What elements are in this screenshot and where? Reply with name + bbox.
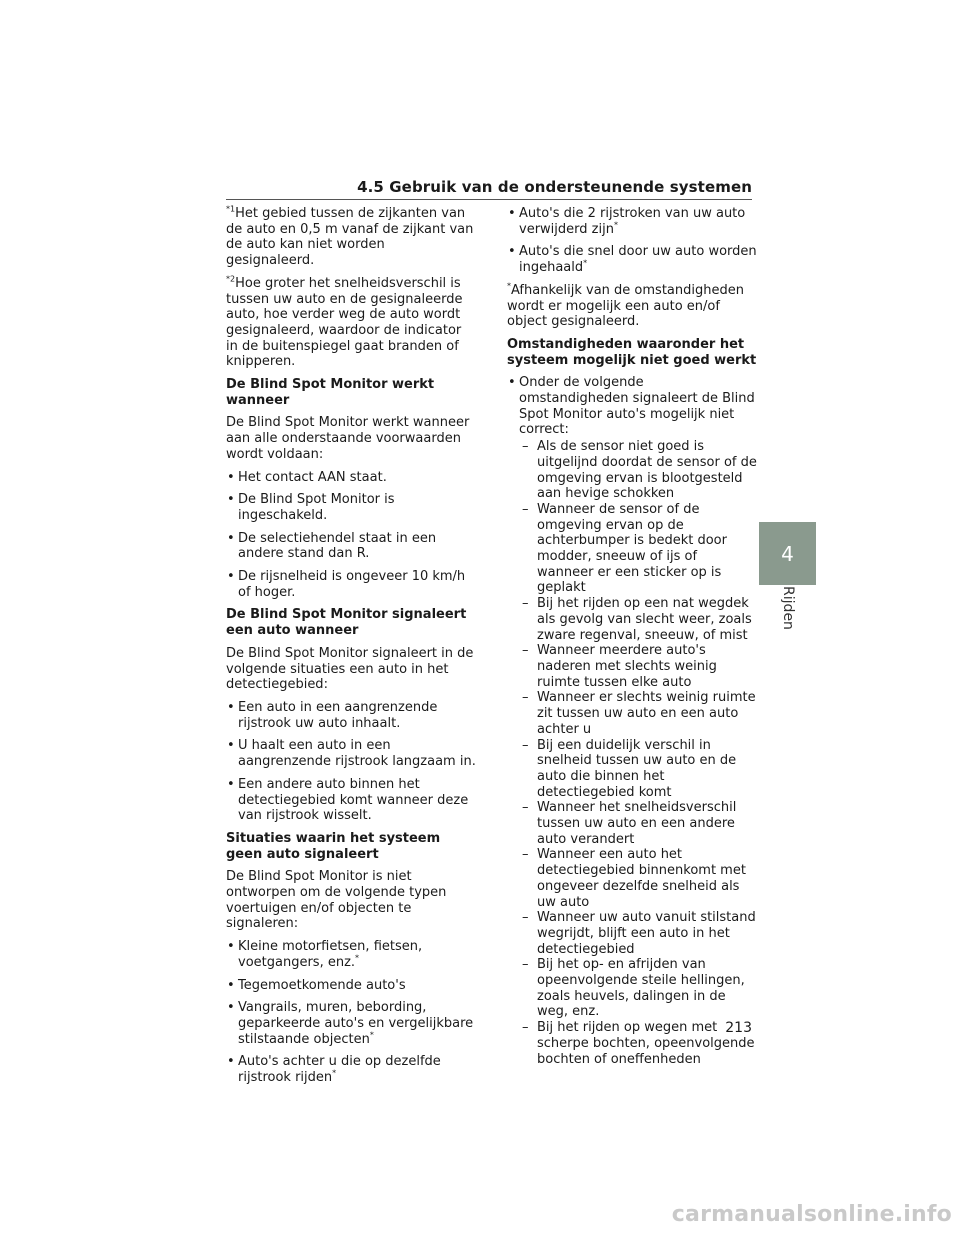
list-item: • Kleine motorfietsen, fietsen, voetgangers, enz.*: [226, 939, 476, 970]
sublist-item: – Wanneer er slechts weinig ruimte zit tussen uw auto en een auto achter u: [522, 690, 757, 737]
sublist-item: – Wanneer een auto het detectiegebied binnenkomt met ongeveer dezelfde snelheid als uw auto: [522, 847, 757, 910]
heading-works-when: De Blind Spot Monitor werkt wanneer: [226, 377, 435, 408]
sublist-item: – Bij het rijden op wegen met scherpe bochten, opeenvolgende bochten of oneffenheden: [522, 1020, 757, 1067]
right-column: [507, 206, 757, 1074]
paragraph-works-when: De Blind Spot Monitor werkt wanneer aan alle onderstaande voorwaarden wordt voldaan:: [226, 415, 470, 462]
paragraph-not-signaled: De Blind Spot Monitor is niet ontworpen om de volgende typen voertuigen en/of objecten te signaleren:: [226, 869, 447, 932]
watermark: carmanualsonline.info: [671, 1202, 952, 1227]
asterisk-marker: *: [613, 220, 618, 230]
limitations-list: [507, 375, 757, 1067]
sublist-item: – Bij het op- en afrijden van opeenvolgende steile hellingen, zoals heuvels, dalingen in de weg, enz.: [522, 957, 757, 1020]
sublist-item: – Wanneer meerdere auto's naderen met slechts weinig ruimte tussen elke auto: [522, 643, 757, 690]
limitations-sublist: [519, 439, 757, 1067]
heading-may-not-work: Omstandigheden waaronder het systeem mogelijk niet goed werkt: [507, 336, 757, 368]
footnote-1-marker: *1: [226, 204, 236, 214]
conditions-list: [226, 470, 476, 601]
footnote-2-marker: *2: [226, 274, 236, 284]
heading-signals-when: De Blind Spot Monitor signaleert een auto wanneer: [226, 607, 467, 639]
list-item: • Auto's die snel door uw auto worden ingehaald*: [507, 244, 757, 275]
list-item: • Auto's die 2 rijstroken van uw auto verwijderd zijn*: [507, 206, 757, 237]
chapter-tab-label: Rijden: [779, 586, 796, 630]
list-item: • Tegemoetkomende auto's: [226, 978, 476, 994]
sublist-item: – Wanneer uw auto vanuit stilstand wegrijdt, blijft een auto in het detectiegebied: [522, 910, 757, 957]
page-number: 213: [725, 1020, 752, 1036]
footnote-1: $^{*1}$Het gebied tussen de zijkanten van de auto en 0,5 m vanaf de zijkant van de auto kan niet worden gesignaleerd.: [226, 204, 474, 269]
heading-not-signaled: Situaties waarin het systeem geen auto signaleert: [226, 830, 441, 862]
list-item: • De rijsnelheid is ongeveer 10 km/h of hoger.: [226, 569, 476, 600]
not-signaled-list: [226, 939, 476, 1086]
list-item: • Het contact AAN staat.: [226, 470, 476, 486]
chapter-tab: 4: [759, 522, 816, 585]
list-item: • Vangrails, muren, bebording, geparkeerde auto's en vergelijkbare stilstaande objecten*: [226, 1000, 476, 1047]
left-column: [226, 206, 476, 1093]
list-item: • De Blind Spot Monitor is ingeschakeld.: [226, 492, 476, 523]
sublist-item: – Wanneer het snelheidsverschil tussen uw auto en een andere auto verandert: [522, 800, 757, 847]
list-item: • Een auto in een aangrenzende rijstrook uw auto inhaalt.: [226, 700, 476, 731]
not-signaled-list-continued: [507, 206, 757, 276]
asterisk-marker: *: [583, 258, 588, 268]
asterisk-marker: *: [507, 281, 511, 291]
asterisk-marker: *: [355, 953, 360, 963]
list-item: • U haalt een auto in een aangrenzende rijstrook langzaam in.: [226, 738, 476, 769]
sublist-item: – Als de sensor niet goed is uitgelijnd doordat de sensor of de omgeving ervan is blootgesteld aan hevige schokken: [522, 439, 757, 502]
paragraph-signals-when: De Blind Spot Monitor signaleert in de volgende situaties een auto in het detectiegebied:: [226, 645, 474, 693]
list-item: • Onder de volgende omstandigheden signaleert de Blind Spot Monitor auto's mogelijk niet correct: – Als de sensor niet goed is uitgelijnd doordat de sensor of de omgeving ervan is blootgesteld aan hevige schokken – Wanneer de sensor of de omgeving ervan op de achterbumper is bedekt door modder, sneeuw of ijs of wanneer er een sticker op is geplakt – Bij het rijden op een nat wegdek als gevolg van slecht weer, zoals zware regenval, sneeuw, of mist – Wanneer meerdere auto's naderen met slechts weinig ruimte tussen elke auto – Wanneer er slechts weinig ruimte zit tussen uw auto en een auto achter u – Bij een duidelijk verschil in snelheid tussen uw auto en de auto die binnen het detectiegebied komt – Wanneer het snelheidsverschil tussen uw auto en een andere auto verandert – Wanneer een auto het detectiegebied binnenkomt met ongeveer dezelfde snelheid als uw auto – Wanneer uw auto vanuit stilstand wegrijdt, blijft een auto in het detectiegebied – Bij het op- en afrijden van opeenvolgende steile hellingen, zoals heuvels, dalingen in de weg, enz. – Bij het rijden op wegen met scherpe bochten, opeenvolgende bochten of oneffenheden: [507, 375, 757, 1067]
asterisk-marker: *: [332, 1068, 337, 1078]
signal-situations-list: [226, 700, 476, 824]
header-divider: [226, 199, 752, 200]
asterisk-marker: *: [369, 1030, 374, 1040]
sublist-item: – Bij het rijden op een nat wegdek als gevolg van slecht weer, zoals zware regenval, sneeuw, of mist: [522, 596, 757, 643]
section-header: 4.5 Gebruik van de ondersteunende systemen: [357, 178, 752, 196]
asterisk-footnote: *Afhankelijk van de omstandigheden wordt er mogelijk een auto en/of object gesignaleerd.: [507, 281, 744, 330]
sublist-item: – Wanneer de sensor of de omgeving ervan op de achterbumper is bedekt door modder, sneeuw of ijs of wanneer er een sticker op is geplakt: [522, 502, 757, 596]
list-item: • Auto's achter u die op dezelfde rijstrook rijden*: [226, 1054, 476, 1085]
footnote-2: $^{*2}$Hoe groter het snelheidsverschil is tussen uw auto en de gesignaleerde auto, hoe verder weg de auto wordt gesignaleerd, waardoor de indicator in de buitenspiegel gaat branden of knipperen.: [226, 274, 463, 370]
list-item: • De selectiehendel staat in een andere stand dan R.: [226, 531, 476, 562]
sublist-item: – Bij een duidelijk verschil in snelheid tussen uw auto en de auto die binnen het detectiegebied komt: [522, 738, 757, 801]
list-item: • Een andere auto binnen het detectiegebied komt wanneer deze van rijstrook wisselt.: [226, 777, 476, 824]
